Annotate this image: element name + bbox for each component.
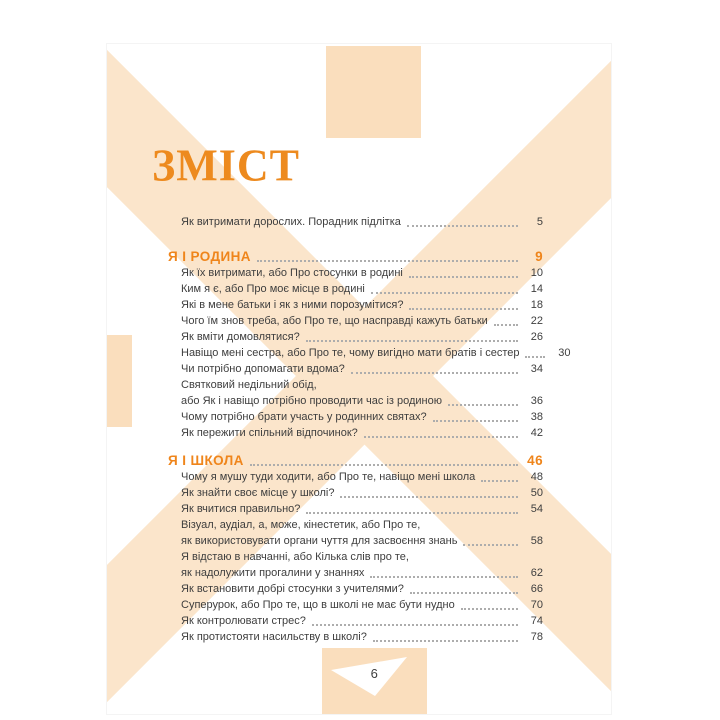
toc-entry (181, 265, 543, 281)
page-ref: 5 (536, 216, 543, 228)
page-ref: 36 (530, 395, 543, 407)
toc-entry-label: Як протистояти насильству в школі? (181, 631, 367, 643)
dotted-leader (373, 640, 518, 642)
toc-entry-label: або Як і навіщо потрібно проводити час із родиною (181, 395, 443, 407)
toc-entry (181, 329, 543, 345)
toc-entry-label: Чого їм знов треба, або Про те, що насправді кажуть батьки (181, 315, 488, 327)
page-ref: 74 (530, 615, 543, 627)
toc-entry-label: Чому я мушу туди ходити, або Про те, навіщо мені школа (181, 471, 476, 483)
page-ref: 38 (530, 411, 543, 423)
toc-entry (181, 313, 543, 329)
dotted-leader (481, 480, 518, 482)
toc-entry (181, 361, 543, 377)
page-ref: 10 (530, 267, 543, 279)
toc-entry (181, 345, 571, 361)
page-ref: 30 (558, 347, 571, 359)
dotted-leader (407, 225, 518, 227)
toc-entry-label: Ким я є, або Про моє місце в родині (181, 283, 365, 295)
toc-entry (181, 425, 543, 441)
toc-entry (181, 409, 543, 425)
toc-entry-label: Як знайти своє місце у школі? (181, 487, 335, 499)
page-ref: 34 (530, 363, 543, 375)
toc-entry-label: Які в мене батьки і як з ними порозумітися? (181, 299, 404, 311)
toc-entry (181, 297, 543, 313)
dotted-leader (370, 576, 518, 578)
toc-entry (181, 501, 543, 517)
dotted-leader (525, 356, 545, 358)
peach-square-left (107, 335, 132, 427)
toc-entry (181, 517, 543, 533)
dotted-leader (409, 276, 518, 278)
toc-entry-label: Чи потрібно допомагати вдома? (181, 363, 345, 375)
toc-entry (181, 393, 543, 409)
dotted-leader (409, 308, 518, 310)
dotted-leader (351, 372, 518, 374)
toc-entry-label: як надолужити прогалини у знаннях (181, 567, 365, 579)
page-ref: 78 (530, 631, 543, 643)
dotted-leader (306, 512, 518, 514)
toc-entry (181, 597, 543, 613)
dotted-leader (306, 340, 518, 342)
toc-entry-label: як використовувати органи чуття для засвоєння знань (181, 535, 458, 547)
dotted-leader (340, 496, 518, 498)
toc-entry-label: Як вміти домовлятися? (181, 331, 300, 343)
table-of-contents (152, 214, 571, 645)
toc-entry (181, 565, 543, 581)
toc-entry-label: Святковий недільний обід, (181, 379, 317, 391)
page-title: ЗМІСТ (152, 139, 300, 191)
dotted-leader (494, 324, 518, 326)
toc-entry-label: Як витримати дорослих. Порадник підлітка (181, 216, 401, 228)
toc-entry (181, 214, 543, 230)
section-title: Я І ШКОЛА (168, 453, 244, 468)
dotted-leader (312, 624, 518, 626)
dotted-leader (371, 292, 518, 294)
dotted-leader (364, 436, 518, 438)
page-ref: 62 (530, 567, 543, 579)
toc-section-header (168, 453, 543, 469)
toc-entry (181, 533, 543, 549)
page-ref: 50 (530, 487, 543, 499)
toc-entry (181, 469, 543, 485)
page-ref: 54 (530, 503, 543, 515)
toc-entry-label: Як їх витримати, або Про стосунки в родині (181, 267, 403, 279)
toc-entry-label: Як встановити добрі стосунки з учителями? (181, 583, 404, 595)
dotted-leader (250, 464, 518, 466)
dotted-leader (448, 404, 518, 406)
toc-entry-label: Як вчитися правильно? (181, 503, 301, 515)
dotted-leader (433, 420, 518, 422)
page-ref: 46 (527, 453, 543, 468)
toc-entry (181, 377, 543, 393)
toc-entry-label: Навіщо мені сестра, або Про те, чому вигідно мати братів і сестер (181, 347, 520, 359)
page-ref: 48 (530, 471, 543, 483)
page-ref: 42 (530, 427, 543, 439)
page-ref: 9 (535, 249, 543, 264)
page-ref: 14 (530, 283, 543, 295)
toc-entry (181, 485, 543, 501)
toc-entry (181, 613, 543, 629)
toc-entry (181, 629, 543, 645)
book-page (107, 44, 611, 714)
dotted-leader (257, 260, 518, 262)
toc-section-header (168, 249, 543, 265)
toc-entry-label: Як контролювати стрес? (181, 615, 306, 627)
dotted-leader (463, 544, 518, 546)
toc-entry-label: Як пережити спільний відпочинок? (181, 427, 358, 439)
toc-entry-label: Суперурок, або Про те, що в школі не має бути нудно (181, 599, 455, 611)
toc-entry-label: Я відстаю в навчанні, або Кілька слів про те, (181, 551, 409, 563)
toc-entry-label: Візуал, аудіал, а, може, кінестетик, або Про те, (181, 519, 421, 531)
toc-entry (181, 581, 543, 597)
toc-entry (181, 549, 543, 565)
page-ref: 66 (530, 583, 543, 595)
dotted-leader (461, 608, 518, 610)
page-ref: 70 (530, 599, 543, 611)
page-ref: 26 (530, 331, 543, 343)
section-title: Я І РОДИНА (168, 249, 251, 264)
dotted-leader (410, 592, 518, 594)
toc-entry-label: Чому потрібно брати участь у родинних святах? (181, 411, 427, 423)
peach-square-top (326, 46, 421, 138)
page-number: 6 (370, 666, 379, 681)
page-ref: 22 (530, 315, 543, 327)
page-ref: 58 (530, 535, 543, 547)
toc-entry (181, 281, 543, 297)
page-ref: 18 (530, 299, 543, 311)
